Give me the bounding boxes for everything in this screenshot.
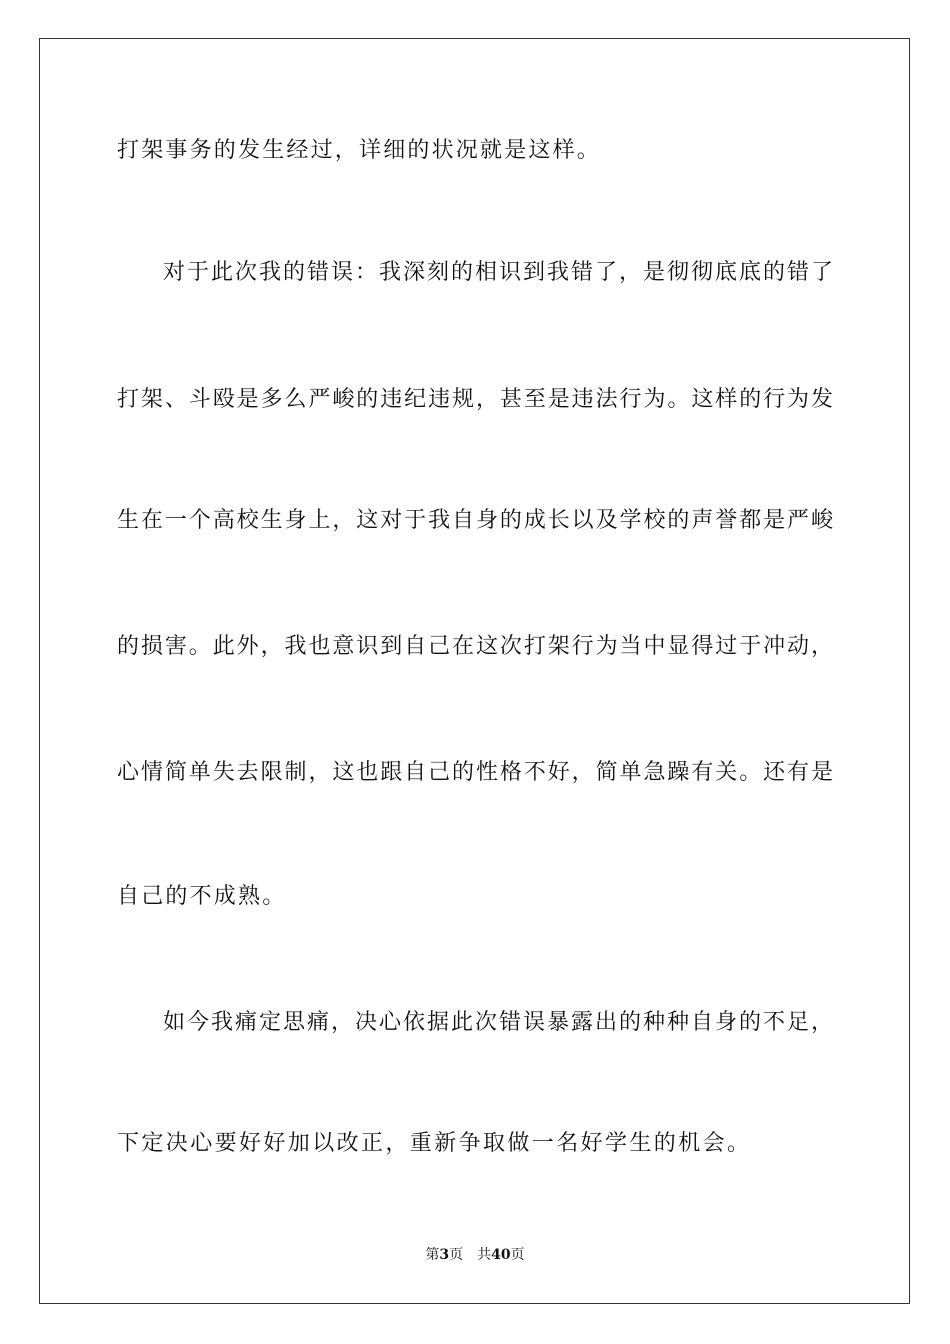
body-line-3: 打架、斗殴是多么严峻的违纪违规，甚至是违法行为。这样的行为发 [117,387,833,412]
body-line-1: 打架事务的发生经过，详细的状况就是这样。 [117,138,602,163]
page-footer [0,1245,950,1265]
page-suffix: 页 [449,1247,464,1263]
body-line-7: 自己的不成熟。 [117,884,287,909]
body-line-9: 下定决心要好好加以改正，重新争取做一名好学生的机会。 [117,1131,752,1156]
body-line-2: 对于此次我的错误：我深刻的相识到我错了，是彻彻底底的错了 [163,260,833,285]
total-pages: 40 [491,1247,511,1263]
page-frame [39,38,910,1304]
page-prefix: 第 [425,1247,440,1263]
total-prefix: 共 [477,1247,492,1263]
total-suffix: 页 [510,1247,525,1263]
body-line-5: 的损害。此外，我也意识到自己在这次打架行为当中显得过于冲动， [117,634,833,659]
body-line-6: 心情简单失去限制，这也跟自己的性格不好，简单急躁有关。还有是 [117,760,833,785]
page-number: 3 [439,1247,450,1263]
body-line-8: 如今我痛定思痛，决心依据此次错误暴露出的种种自身的不足， [163,1010,833,1035]
body-line-4: 生在一个高校生身上，这对于我自身的成长以及学校的声誉都是严峻 [117,508,833,533]
